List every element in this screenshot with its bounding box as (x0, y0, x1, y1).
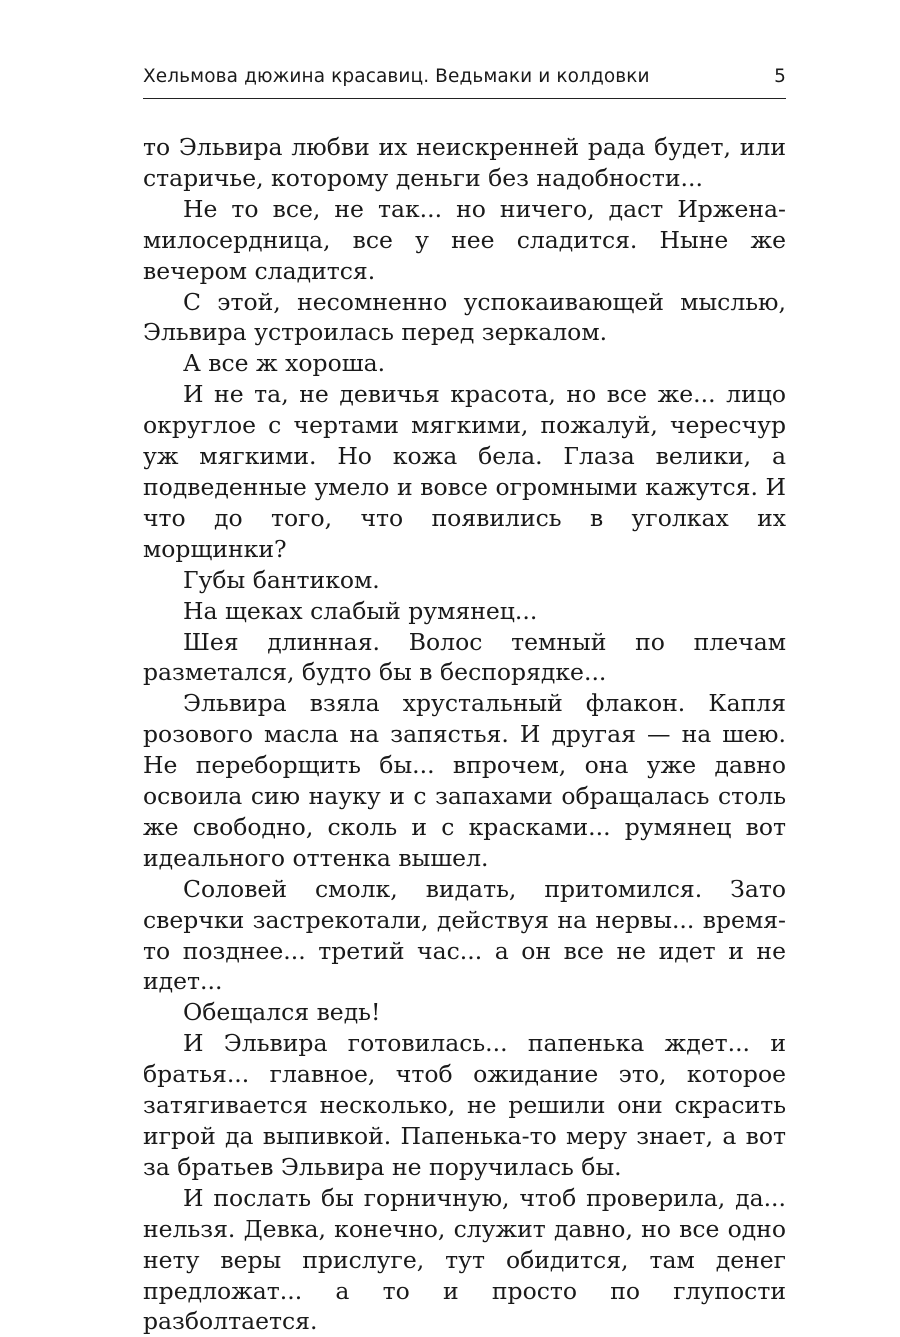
header-divider (143, 98, 786, 99)
paragraph: На щеках слабый румянец... (183, 596, 538, 625)
page-number: 5 (774, 66, 786, 87)
paragraph: А все ж хороша. (183, 349, 386, 378)
paragraph: И не та, не девичья красота, но все же... лицо округлое с чертами мягкими, пожалуй, чересчур уж мягкими. Но кожа бела. Глаза велики, а подведенные умело и вовсе огромными кажутся. И что до того, что появились в уголках их морщинки? (143, 380, 786, 563)
paragraph: С этой, несомненно успокаивающей мыслью, Эльвира устроилась перед зеркалом. (143, 287, 786, 347)
paragraph: Губы бантиком. (183, 565, 380, 594)
paragraph: Соловей смолк, видать, притомился. Зато сверчки застрекотали, действуя на нервы... время-то позднее... третий час... а он все не идет и не идет... (143, 874, 786, 996)
paragraph: И Эльвира готовилась... папенька ждет... и братья... главное, чтоб ожидание это, которое затягивается несколько, не решили они скрасить игрой да выпивкой. Папенька-то меру знает, а вот за братьев Эльвира не поручилась бы. (143, 1029, 786, 1181)
paragraph: Не то все, не так... но ничего, даст Иржена-милосердница, все у нее сладится. Ныне же вечером сладится. (143, 194, 786, 285)
page-body (143, 132, 786, 1337)
paragraph: Шея длинная. Волос темный по плечам разметался, будто бы в беспорядке... (143, 627, 786, 687)
running-head (143, 66, 786, 96)
paragraph: то Эльвира любви их неискренней рада будет, или старичье, которому деньги без надобности... (143, 133, 786, 192)
paragraph: И послать бы горничную, чтоб проверила, да... нельзя. Девка, конечно, служит давно, но все одно нету веры прислуге, тут обидится, там денег предложат... а то и просто по глупости разболтается. (143, 1183, 786, 1336)
book-title: Хельмова дюжина красавиц. Ведьмаки и колдовки (143, 66, 650, 87)
paragraph: Эльвира взяла хрустальный флакон. Капля розового масла на запястья. И другая — на шею. Не переборщить бы... впрочем, она уже давно освоила сию науку и с запахами обращалась столь же свободно, сколь и с красками... румянец вот идеального оттенка вышел. (143, 689, 786, 872)
paragraph: Обещался ведь! (183, 998, 381, 1027)
